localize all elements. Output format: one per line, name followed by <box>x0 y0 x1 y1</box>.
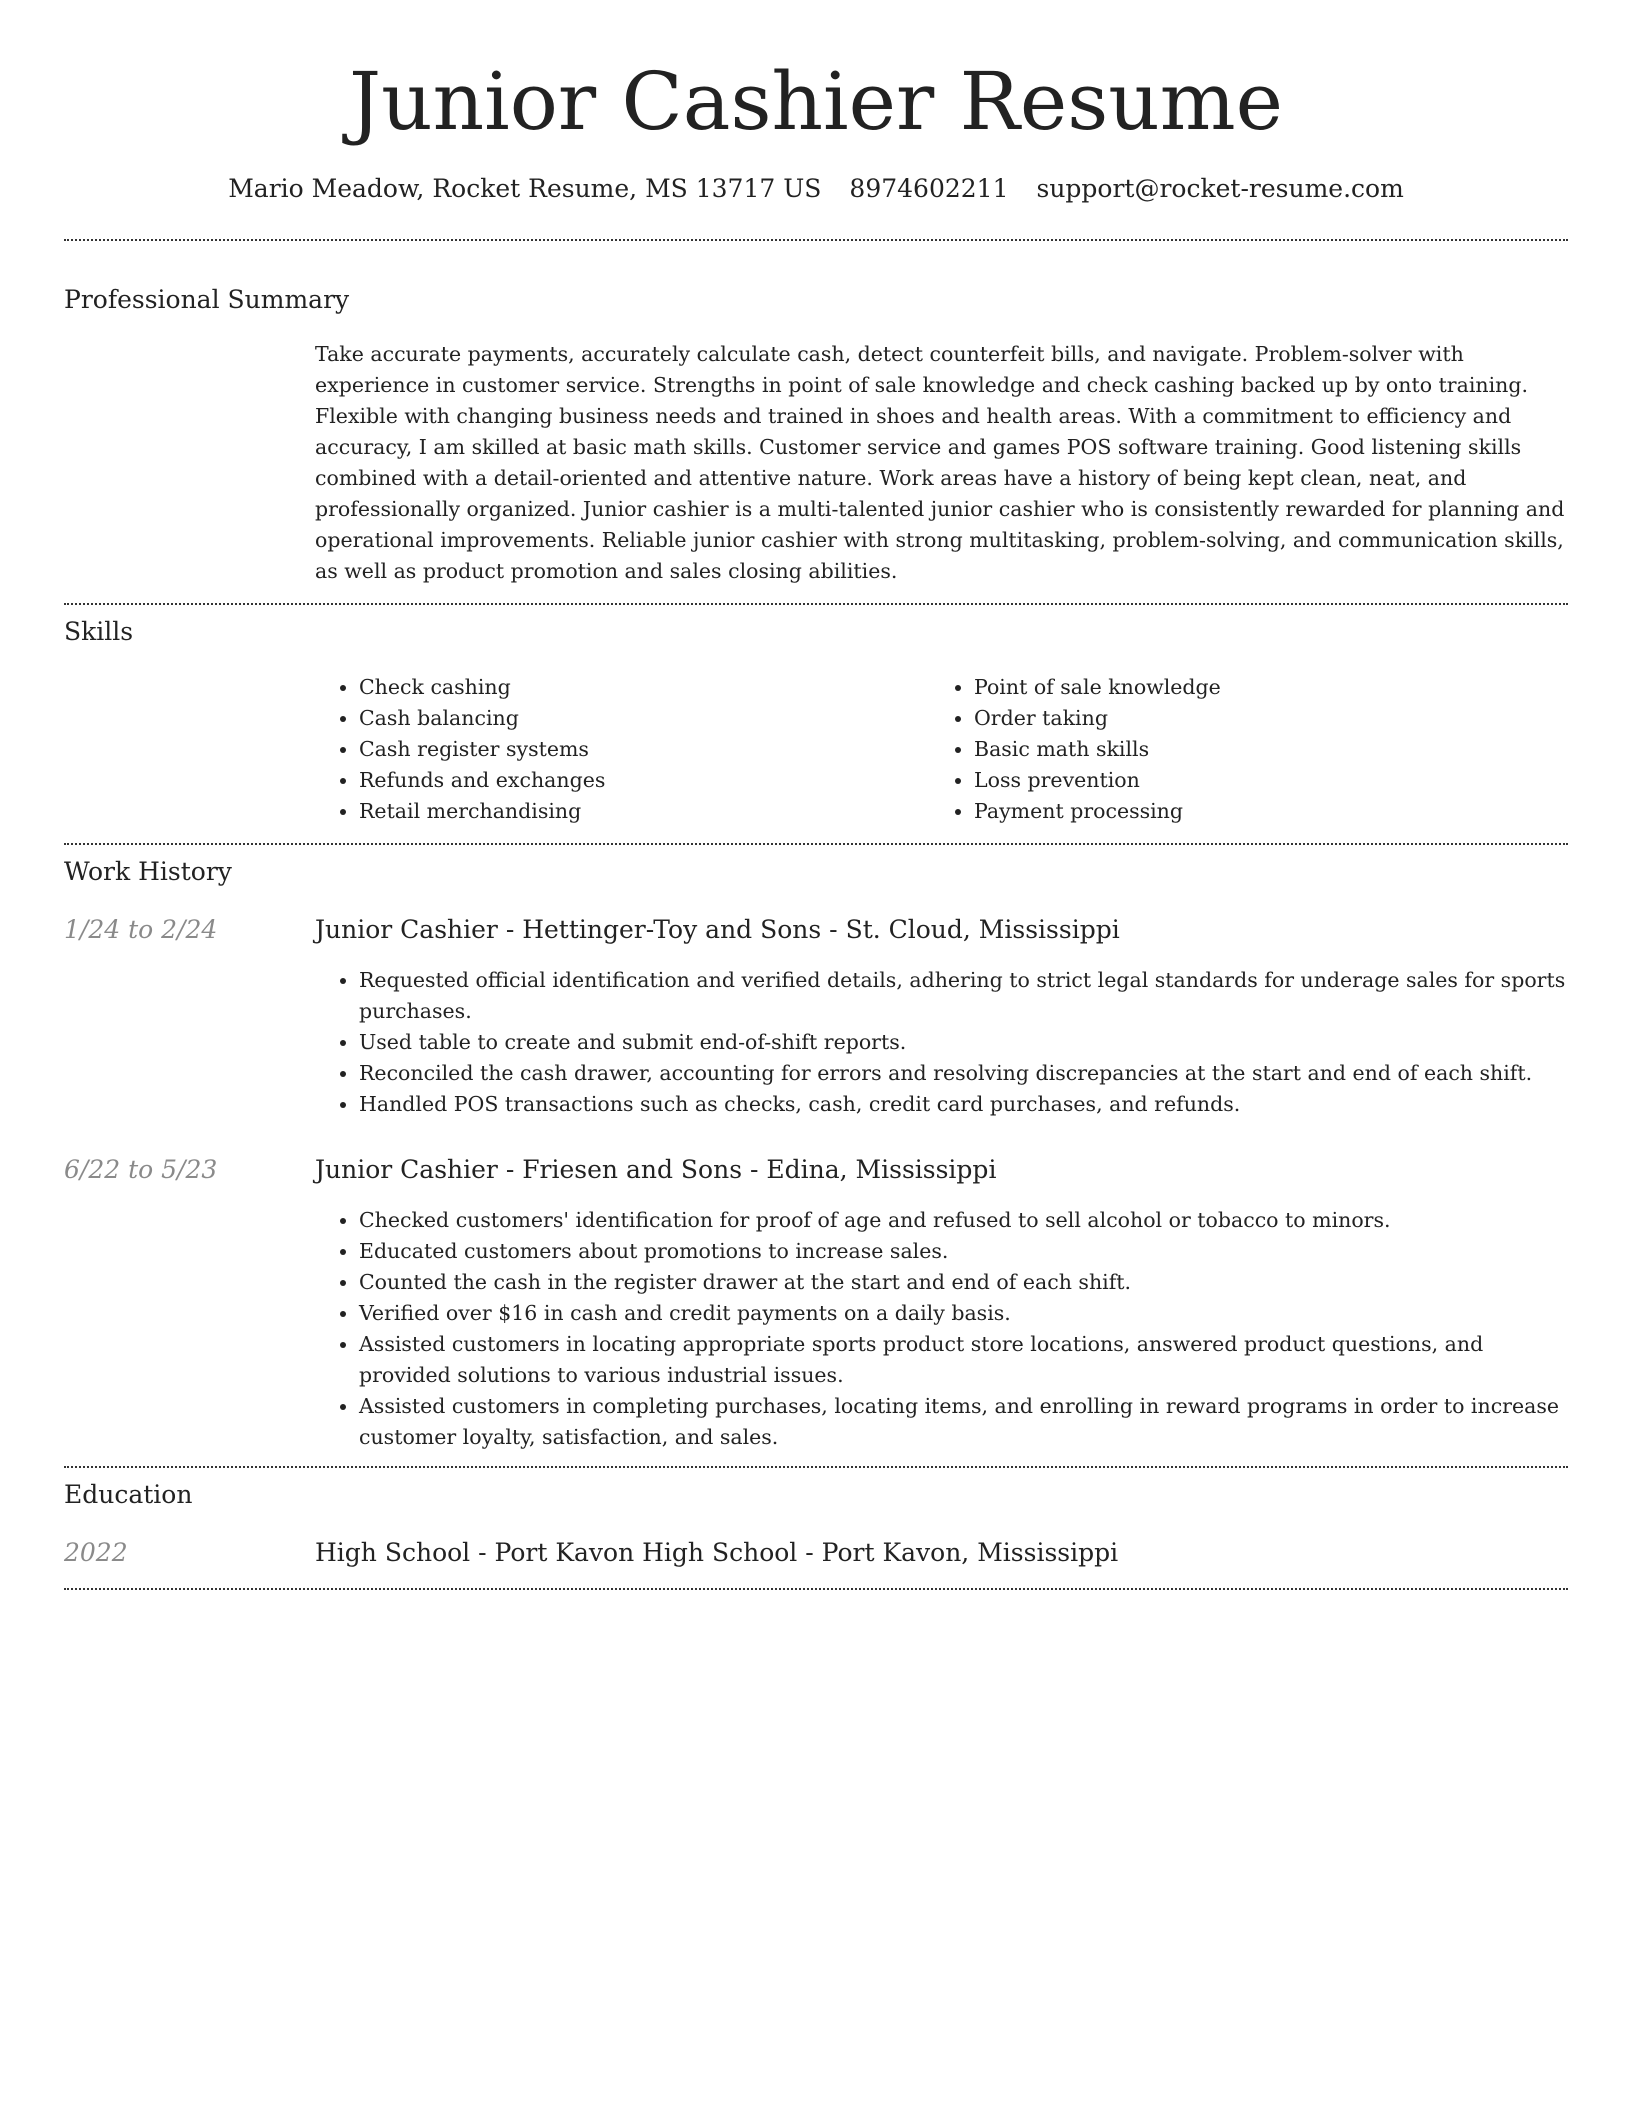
job-title: Junior Cashier - Friesen and Sons - Edina, Mississippi <box>315 1155 997 1184</box>
skill-item: • Payment processing <box>974 796 1530 827</box>
job-title: Junior Cashier - Hettinger-Toy and Sons - St. Cloud, Mississippi <box>315 915 1120 944</box>
skill-item: • Basic math skills <box>974 734 1530 765</box>
section-heading-summary: Professional Summary <box>64 285 350 314</box>
job-duty-item: • Reconciled the cash drawer, accounting for errors and resolving discrepancies at the start and end of each shift. <box>359 1058 1575 1089</box>
job-duty-item: • Assisted customers in locating appropriate sports product store locations, answered product questions, and provided solutions to various industrial issues. <box>359 1329 1575 1391</box>
job-duty-item: • Verified over $16 in cash and credit payments on a daily basis. <box>359 1298 1575 1329</box>
job-duty-item: • Educated customers about promotions to increase sales. <box>359 1236 1575 1267</box>
skill-item: • Refunds and exchanges <box>359 765 915 796</box>
education-year: 2022 <box>64 1538 128 1567</box>
skill-item: • Cash register systems <box>359 734 915 765</box>
education-entry: High School - Port Kavon High School - Port Kavon, Mississippi <box>315 1538 1119 1567</box>
skill-item: • Point of sale knowledge <box>974 672 1530 703</box>
contact-email: support@rocket-resume.com <box>1036 174 1404 203</box>
divider <box>64 603 1568 605</box>
job-dates: 6/22 to 5/23 <box>64 1155 218 1184</box>
job-duty-item: • Assisted customers in completing purchases, locating items, and enrolling in reward programs in order to increase customer loyalty, satisfaction, and sales. <box>359 1391 1575 1453</box>
contact-line <box>64 170 1568 208</box>
job-duty-item: • Used table to create and submit end-of-shift reports. <box>359 1027 1575 1058</box>
skill-item: • Retail merchandising <box>359 796 915 827</box>
skill-item: • Check cashing <box>359 672 915 703</box>
skill-item: • Cash balancing <box>359 703 915 734</box>
resume-title: Junior Cashier Resume <box>349 55 1283 148</box>
section-heading-work: Work History <box>64 857 232 886</box>
job-duty-item: • Checked customers' identification for proof of age and refused to sell alcohol or tobacco to minors. <box>359 1205 1575 1236</box>
section-heading-education: Education <box>64 1480 193 1509</box>
divider <box>64 1588 1568 1590</box>
contact-address: Mario Meadow, Rocket Resume, MS 13717 US <box>228 174 822 203</box>
section-heading-skills: Skills <box>64 617 134 646</box>
job-duties <box>315 965 1575 1120</box>
skill-item: • Loss prevention <box>974 765 1530 796</box>
divider <box>64 843 1568 845</box>
skills-column-right <box>930 672 1530 827</box>
job-duty-item: • Counted the cash in the register drawer at the start and end of each shift. <box>359 1267 1575 1298</box>
skill-item: • Order taking <box>974 703 1530 734</box>
divider <box>64 1466 1568 1468</box>
job-duties <box>315 1205 1575 1453</box>
contact-phone: 8974602211 <box>849 174 1009 203</box>
skills-column-left <box>315 672 915 827</box>
job-duty-item: • Handled POS transactions such as checks, cash, credit card purchases, and refunds. <box>359 1089 1575 1120</box>
summary-text: Take accurate payments, accurately calculate cash, detect counterfeit bills, and navigate. Problem-solver with experience in customer service. Strengths in point of sale knowledge and check cashing backed up by onto training. Flexible with changing business needs and trained in shoes and health areas. With a commitment to efficiency and accuracy, I am skilled at basic math skills. Customer service and games POS software training. Good listening skills combined with a detail-oriented and attentive nature. Work areas have a history of being kept clean, neat, and professionally organized. Junior cashier is a multi-talented junior cashier who is consistently rewarded for planning and operational improvements. Reliable junior cashier with strong multitasking, problem-solving, and communication skills, as well as product promotion and sales closing abilities. <box>315 342 1565 583</box>
job-duty-item: • Requested official identification and verified details, adhering to strict legal standards for underage sales for sports purchases. <box>359 965 1575 1027</box>
divider <box>64 239 1568 241</box>
job-dates: 1/24 to 2/24 <box>64 915 218 944</box>
